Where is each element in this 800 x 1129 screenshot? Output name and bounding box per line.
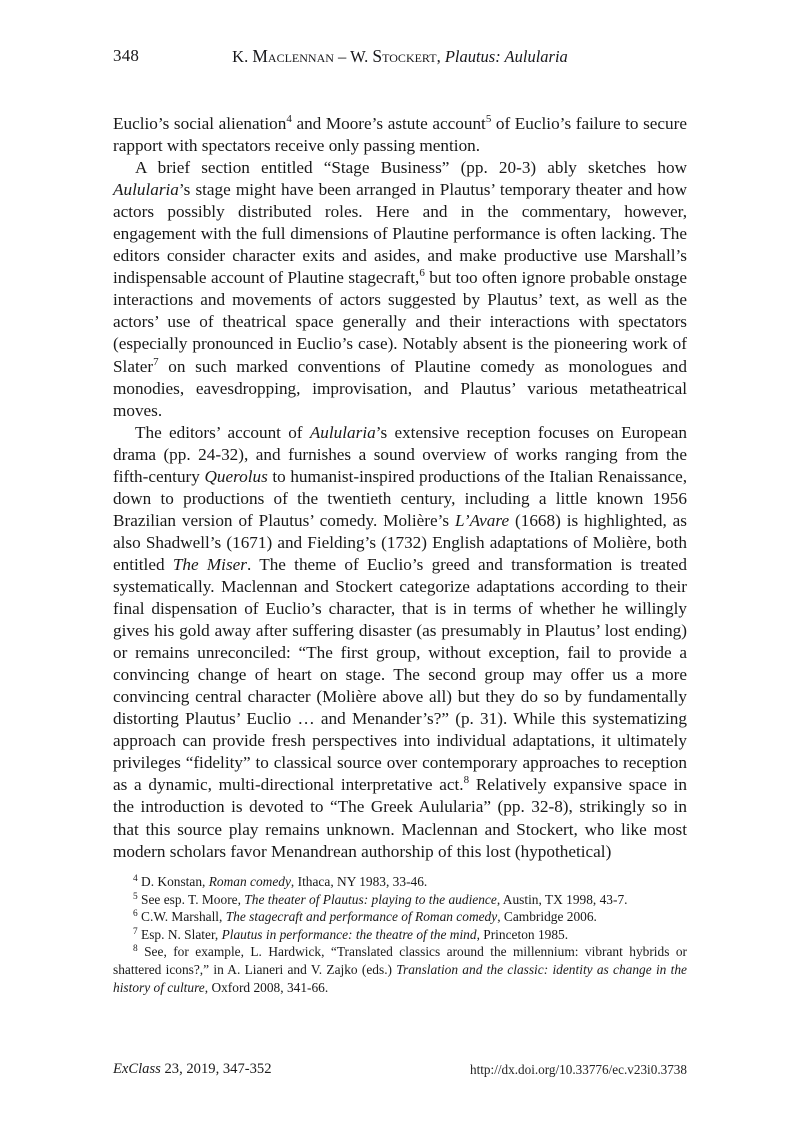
running-head-author-one-name: Maclennan: [252, 46, 334, 66]
text-run: See esp. T. Moore,: [137, 891, 245, 907]
text-run: , Cambridge 2006.: [497, 909, 597, 925]
text-run: (1668) is highlighted, as also Shadwell’s (1671) and Fielding’s (1732) English adaptations of Molière, both entitled: [113, 510, 687, 574]
footnote-marker-7: 7: [133, 926, 138, 937]
footnote-reference-5[interactable]: 5: [485, 113, 492, 126]
running-head-author-two-name: Stockert: [372, 46, 437, 66]
text-run: Relatively expansive space in the introduction is devoted to “The Greek Aulularia” (pp. 32-8), strikingly so in that this source play remains unknown. Maclennan and Stockert, who like most modern scholars favor Menandrean authorship of this lost (hypothetical): [113, 775, 687, 861]
text-run: , Austin, TX 1998, 43-7.: [496, 891, 628, 907]
doi-link[interactable]: http://dx.doi.org/10.33776/ec.v23i0.3738: [470, 1062, 687, 1077]
footnote-item: [113, 908, 687, 926]
italic-title: Translation and the classic: identity as change in the history of culture: [113, 961, 687, 995]
footnote-reference-8[interactable]: 8: [463, 774, 470, 787]
text-run: , Ithaca, NY 1983, 33-46.: [290, 874, 428, 889]
text-run: but too often ignore probable onstage interactions and movements of actors suggested by Plautus’ text, as well as the actors’ use of theatrical space generally and their interactions with spectators (especially pronounced in Euclio’s case). Notably absent is the pioneering work of Slater: [113, 268, 687, 376]
italic-title: The stagecraft and performance of Roman comedy: [225, 909, 498, 925]
footnote-item: [113, 926, 687, 944]
body-paragraph: [113, 422, 687, 863]
italic-title: Querolus: [204, 466, 268, 486]
running-head-work-title: Plautus: Aulularia: [444, 47, 568, 66]
footnote-marker-6: 6: [133, 908, 138, 919]
text-run: on such marked conventions of Plautine comedy as monologues and monodies, eavesdropping, improvisation, and Plautus’ various metatheatrical moves.: [113, 356, 687, 420]
journal-reference: [113, 1059, 272, 1079]
text-run: Esp. N. Slater,: [137, 926, 222, 942]
text-run: . The theme of Euclio’s greed and transformation is treated systematically. Maclennan and Stockert categorize adaptations according to their final dispensation of Euclio’s character, that is in terms of whether he willingly gives his gold away after suffering disaster (as presumably in Plautus’ lost ending) or remains unreconciled: “The first group, without exception, fail to provide a convincing change of heart on stage. The second group may offer us a more convincing central character (Molière above all) but they do so by fundamentally distorting Plautus’ Euclio … and Menander’s?” (p. 31). While this systematizing approach can provide fresh perspectives into individual adaptations, it ultimately privileges “fidelity” to classical source over contemporary approaches to reception as a dynamic, multi-directional interpretative act.: [113, 554, 687, 795]
italic-title: L’Avare: [454, 510, 510, 530]
italic-title: The theater of Plautus: playing to the audience: [244, 891, 497, 907]
journal-name: ExClass: [113, 1061, 161, 1077]
text-run: A brief section entitled “Stage Business” (pp. 20-3) ably sketches how: [135, 158, 687, 178]
text-run: ’s stage might have been arranged in Plautus’ temporary theater and how actors possibly distributed roles. Here and in the commentary, however, engagement with the full dimensions of Plautine performance is often lacking. The editors consider character exits and asides, and make productive use Marshall’s indispensable account of Plautine stagecraft,: [113, 180, 687, 288]
footnote-reference-6[interactable]: 6: [419, 267, 425, 280]
running-head-author-two-initial: W.: [350, 47, 373, 66]
footnotes-block: [113, 873, 687, 996]
italic-title: Plautus in performance: the theatre of the mind: [221, 926, 477, 942]
running-head-comma: ,: [436, 47, 445, 66]
footnote-item: [113, 943, 687, 996]
footnote-marker-4: 4: [133, 873, 138, 884]
footnote-marker-5: 5: [133, 891, 138, 902]
text-run: to humanist-inspired productions of the Italian Renaissance, down to productions of the twentieth century, including a little known 1956 Brazilian version of Plautus’ comedy. Molière’s: [113, 466, 687, 530]
italic-title: Roman comedy: [208, 874, 291, 889]
footnote-reference-4[interactable]: 4: [286, 113, 292, 126]
text-run: ’s extensive reception focuses on European drama (pp. 24-32), and furnishes a sound overview of works ranging from the fifth-century: [113, 422, 687, 486]
page-number: 348: [113, 46, 140, 65]
running-head-dash: –: [333, 47, 351, 66]
journal-issue-pages: 23, 2019, 347-352: [160, 1061, 272, 1077]
text-run: The editors’ account of: [135, 422, 310, 442]
running-head-title: [113, 44, 687, 69]
text-run: , Princeton 1985.: [476, 926, 569, 942]
italic-title: The Miser: [172, 554, 247, 574]
body-paragraph: [113, 157, 687, 422]
page-footer: [113, 1059, 687, 1079]
italic-title: Aulularia: [309, 422, 376, 442]
text-run: and Moore’s astute account: [291, 114, 486, 133]
italic-title: Aulularia: [113, 180, 179, 200]
footnote-reference-7[interactable]: 7: [153, 355, 159, 368]
text-run: C.W. Marshall,: [137, 909, 226, 925]
footnote-marker-8: 8: [133, 944, 138, 955]
body-paragraph: [113, 113, 687, 157]
body-text: [113, 113, 687, 863]
text-run: , Oxford 2008, 341-66.: [204, 979, 329, 995]
text-run: D. Konstan,: [137, 874, 209, 889]
footnote-item: [113, 891, 687, 909]
running-head: [113, 44, 687, 68]
running-head-author-one-initial: K.: [232, 47, 253, 66]
text-run: Euclio’s social alienation: [113, 114, 287, 133]
footnote-item: [113, 873, 687, 891]
text-run: of Euclio’s failure to secure rapport with spectators receive only passing mention.: [113, 114, 687, 156]
text-run: See, for example, L. Hardwick, “Translated classics around the millennium: vibrant hybrids or shattered icons?,” in A. Lianeri and V. Zajko (eds.): [113, 944, 687, 977]
